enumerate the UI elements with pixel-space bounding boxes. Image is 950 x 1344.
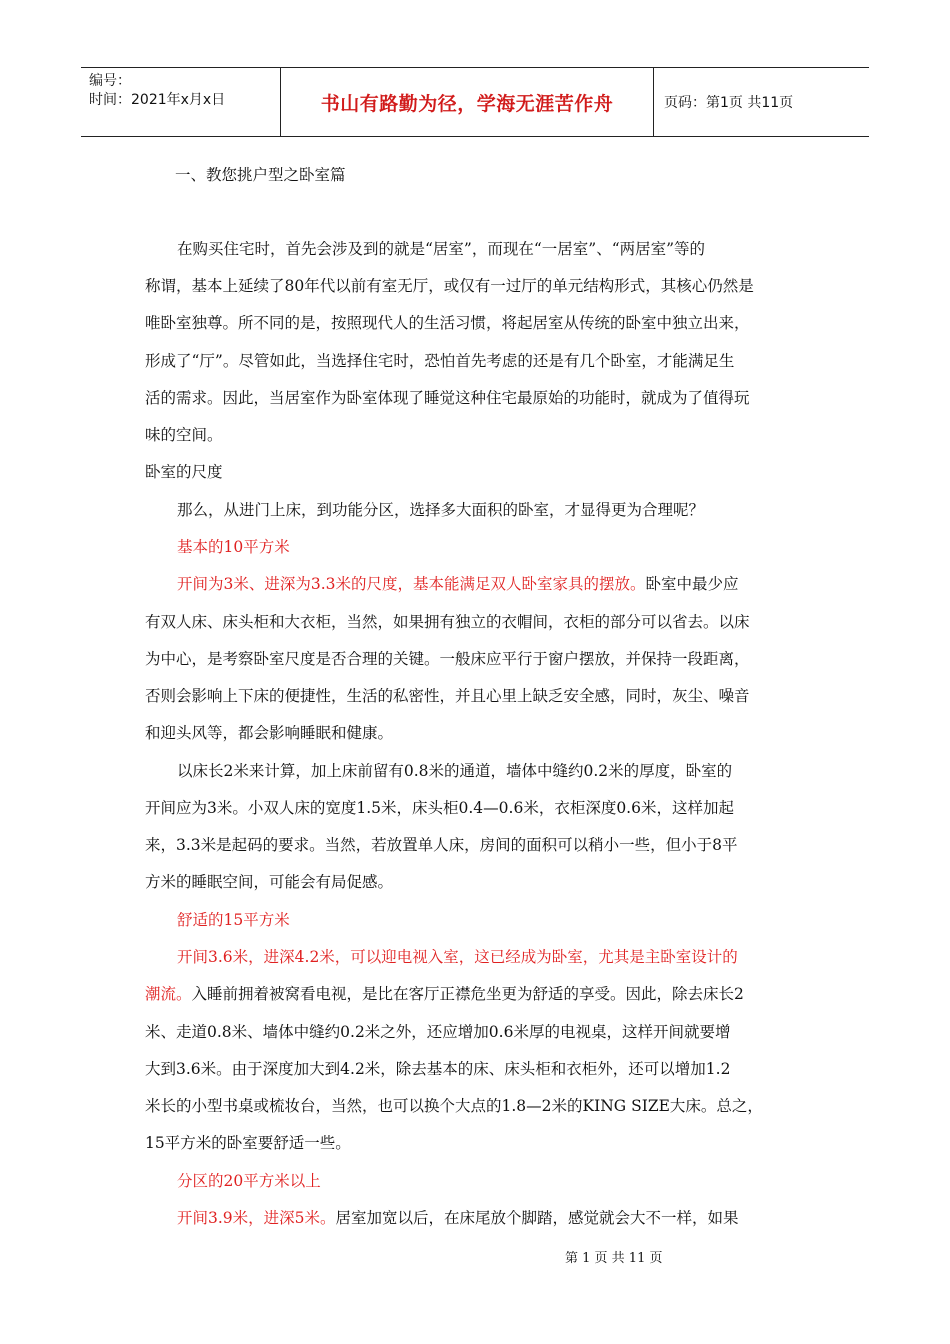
body-text: 和迎头风等，都会影响睡眠和健康。 (145, 724, 394, 742)
text-line (145, 1094, 763, 1116)
body-text: 否则会影响上下床的便捷性，生活的私密性，并且心里上缺乏安全感，同时，灰尘、噪音 (145, 687, 750, 705)
body-text: 那么，从进门上床，到功能分区，选择多大面积的卧室，才显得更为合理呢？ (177, 501, 705, 519)
body-text: 居室加宽以后，在床尾放个脚踏，感觉就会大不一样，如果 (335, 1209, 739, 1227)
text-line (177, 759, 732, 781)
page-code-cell (654, 68, 869, 136)
text-line (145, 1020, 730, 1042)
body-text: 15平方米的卧室要舒适一些。 (145, 1134, 351, 1152)
highlighted-text: 潮流。 (145, 985, 192, 1003)
text-line (145, 982, 744, 1004)
text-line (177, 1169, 321, 1191)
header-table (81, 67, 869, 137)
text-line (145, 721, 393, 743)
number-label: 编号： (89, 73, 131, 89)
text-line (177, 1206, 739, 1228)
body-text: 形成了“厅”。尽管如此，当选择住宅时，恐怕首先考虑的还是有几个卧室，才能满足生 (145, 352, 735, 370)
text-line (145, 274, 754, 296)
body-text: 有双人床、床头柜和大衣柜，当然，如果拥有独立的衣帽间，衣柜的部分可以省去。以床 (145, 613, 750, 631)
text-line (177, 908, 290, 930)
motto-text: 书山有路勤为径，学海无涯苦作舟 (320, 92, 614, 115)
text-line (145, 870, 393, 892)
text-line (145, 1057, 730, 1079)
body-text: 卧室的尺度 (145, 463, 223, 481)
body-text: 来，3.3米是起码的要求。当然，若放置单人床，房间的面积可以稍小一些，但小于8平 (145, 836, 738, 854)
body-text: 一、教您挑户型之卧室篇 (175, 166, 346, 184)
text-line (177, 535, 290, 557)
highlighted-text: 舒适的15平方米 (177, 911, 290, 929)
time-label: 时间：2021年x月x日 (89, 92, 226, 108)
page-footer: 第 1 页 共 11 页 (565, 1251, 663, 1266)
body-text: 称谓，基本上延续了80年代以前有室无厅，或仅有一过厅的单元结构形式，其核心仍然是 (145, 277, 754, 295)
text-line (145, 349, 734, 371)
body-text: 入睡前拥着被窝看电视，是比在客厅正襟危坐更为舒适的享受。因此，除去床长2 (191, 985, 744, 1003)
body-text: 以床长2米来计算，加上床前留有0.8米的通道，墙体中缝约0.2米的厚度，卧室的 (177, 762, 733, 780)
text-line (145, 684, 750, 706)
highlighted-text: 分区的20平方米以上 (177, 1172, 321, 1190)
body-text: 为中心，是考察卧室尺度是否合理的关键。一般床应平行于窗户摆放，并保持一段距离， (145, 650, 750, 668)
body-text: 米长的小型书桌或梳妆台，当然，也可以换个大点的1.8—2米的KING SIZE大床。总之， (145, 1097, 763, 1115)
body-text: 活的需求。因此，当居室作为卧室体现了睡觉这种住宅最原始的功能时，就成为了值得玩 (145, 389, 750, 407)
body-text: 开间应为3米。小双人床的宽度1.5米，床头柜0.4—0.6米，衣柜深度0.6米，这样加起 (145, 799, 734, 817)
body-text: 卧室中最少应 (645, 575, 739, 593)
highlighted-text: 开间3.6米，进深4.2米，可以迎电视入室，这已经成为卧室，尤其是主卧室设计的 (177, 948, 738, 966)
text-line (145, 610, 750, 632)
text-line (145, 647, 750, 669)
motto-cell (281, 68, 654, 136)
text-line (177, 498, 704, 520)
text-line (177, 237, 705, 259)
body-text: 味的空间。 (145, 426, 223, 444)
text-line (145, 460, 223, 482)
text-line (175, 163, 346, 185)
text-line (177, 572, 739, 594)
text-line (145, 386, 750, 408)
body-text: 在购买住宅时，首先会涉及到的就是“居室”，而现在“一居室”、“两居室”等的 (177, 240, 706, 258)
text-line (145, 1131, 351, 1153)
body-text: 米、走道0.8米、墙体中缝约0.2米之外，还应增加0.6米厚的电视桌，这样开间就要增 (145, 1023, 731, 1041)
text-line (145, 796, 734, 818)
highlighted-text: 开间为3米、进深为3.3米的尺度，基本能满足双人卧室家具的摆放。 (177, 575, 646, 593)
text-line (145, 423, 223, 445)
header-meta-cell (81, 68, 281, 136)
body-text: 大到3.6米。由于深度加大到4.2米，除去基本的床、床头柜和衣柜外，还可以增加1.2 (145, 1060, 731, 1078)
text-line (145, 311, 750, 333)
page-code-text: 页码：第1页 共11页 (664, 95, 794, 111)
highlighted-text: 基本的10平方米 (177, 538, 290, 556)
text-line (145, 833, 738, 855)
text-line (177, 945, 738, 967)
highlighted-text: 开间3.9米，进深5米。 (177, 1209, 336, 1227)
body-text: 方米的睡眠空间，可能会有局促感。 (145, 873, 394, 891)
body-text: 唯卧室独尊。所不同的是，按照现代人的生活习惯，将起居室从传统的卧室中独立出来， (145, 314, 750, 332)
